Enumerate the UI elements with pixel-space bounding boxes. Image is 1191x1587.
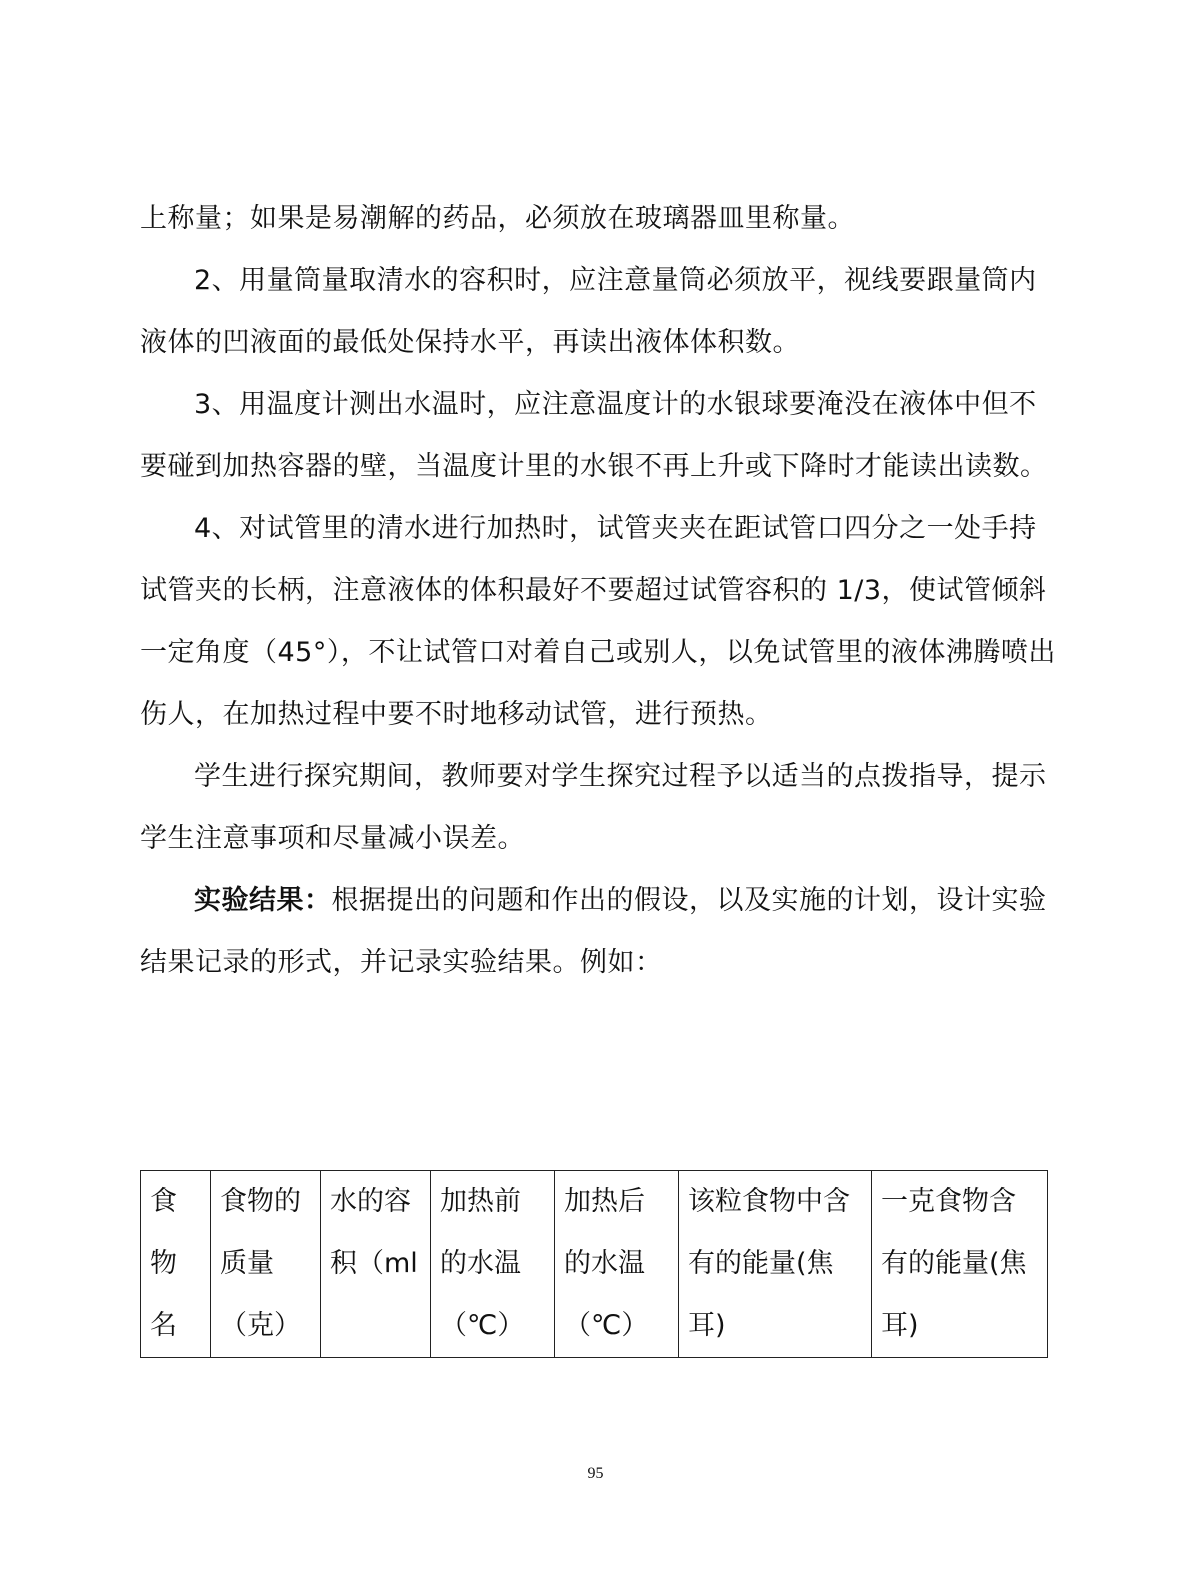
table-header-cell: 该粒食物中含有的能量(焦耳) xyxy=(679,1171,872,1358)
paragraph-weighing-note: 上称量；如果是易潮解的药品，必须放在玻璃器皿里称量。 xyxy=(140,203,855,234)
results-label: 实验结果： xyxy=(194,885,332,916)
table-header-row xyxy=(141,1171,1048,1358)
paragraph-results xyxy=(140,870,1060,994)
results-text: 根据提出的问题和作出的假设，以及实施的计划，设计实验结果记录的形式，并记录实验结果。例如： xyxy=(140,885,1047,978)
results-table xyxy=(140,1170,1048,1358)
paragraph-step-3: 3、用温度计测出水温时，应注意温度计的水银球要淹没在液体中但不要碰到加热容器的壁，当温度计里的水银不再上升或下降时才能读出读数。 xyxy=(140,389,1048,482)
results-table-wrap xyxy=(140,1170,1048,1358)
table-header-cell: 加热前的水温（℃） xyxy=(431,1171,555,1358)
table-header-cell: 食物的质量（克） xyxy=(211,1171,321,1358)
paragraph-step-2: 2、用量筒量取清水的容积时，应注意量筒必须放平，视线要跟量筒内液体的凹液面的最低处保持水平，再读出液体体积数。 xyxy=(140,265,1037,358)
table-header-cell: 食物名 xyxy=(141,1171,211,1358)
paragraph-step-4: 4、对试管里的清水进行加热时，试管夹夹在距试管口四分之一处手持试管夹的长柄，注意液体的体积最好不要超过试管容积的 1/3，使试管倾斜一定角度（45°），不让试管口对着自己或别人，以免试管里的液体沸腾喷出伤人，在加热过程中要不时地移动试管，进行预热。 xyxy=(140,513,1056,730)
page-number: 95 xyxy=(587,1465,604,1482)
paragraph-teacher-guidance: 学生进行探究期间，教师要对学生探究过程予以适当的点拨指导，提示学生注意事项和尽量减小误差。 xyxy=(140,761,1047,854)
table-header-cell: 水的容积（ml xyxy=(321,1171,431,1358)
table-header-cell: 加热后的水温（℃） xyxy=(555,1171,679,1358)
table-header-cell: 一克食物含有的能量(焦耳) xyxy=(872,1171,1048,1358)
body-text xyxy=(140,188,1060,994)
